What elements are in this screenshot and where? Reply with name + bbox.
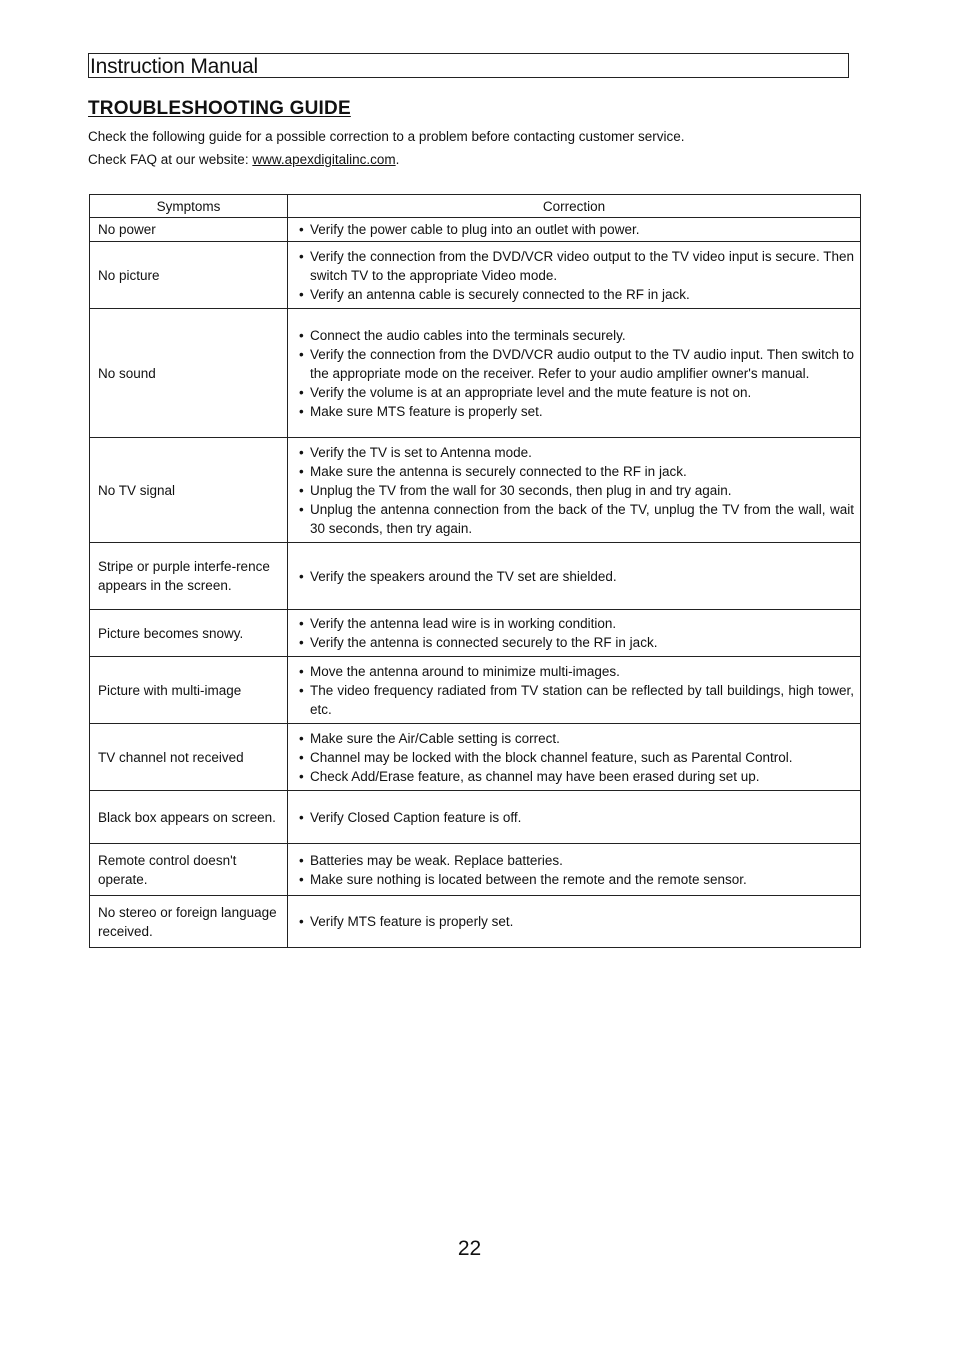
correction-item: • Make sure MTS feature is properly set. [299,402,854,421]
correction-item: • The video frequency radiated from TV station can be reflected by tall buildings, high tower, etc. [299,681,854,719]
table-header-row [90,195,861,218]
symptom-cell: No picture [90,242,288,309]
table-row [90,218,861,242]
symptom-cell: No sound [90,309,288,438]
correction-item: • Verify the TV is set to Antenna mode. [299,443,854,462]
correction-item: • Batteries may be weak. Replace batteries. [299,851,854,870]
correction-item: • Verify MTS feature is properly set. [299,912,854,931]
symptom-cell: No power [90,218,288,242]
correction-cell [288,309,861,438]
correction-item: • Check Add/Erase feature, as channel may have been erased during set up. [299,767,854,786]
correction-item: • Unplug the TV from the wall for 30 seconds, then plug in and try again. [299,481,854,500]
correction-item: • Move the antenna around to minimize multi-images. [299,662,854,681]
table-row [90,610,861,657]
troubleshooting-table [89,194,861,948]
correction-item: • Verify the power cable to plug into an outlet with power. [299,220,854,239]
correction-cell [288,438,861,543]
faq-prefix: Check FAQ at our website: [88,152,253,167]
page-number: 22 [457,1237,482,1260]
symptom-cell: Picture with multi-image [90,657,288,724]
section-title: TROUBLESHOOTING GUIDE [88,98,351,119]
correction-cell [288,896,861,948]
correction-item: • Unplug the antenna connection from the back of the TV, unplug the TV from the wall, wait 30 seconds, then try again. [299,500,854,538]
intro-text: Check the following guide for a possible correction to a problem before contacting customer service. [88,129,685,144]
correction-item: • Channel may be locked with the block channel feature, such as Parental Control. [299,748,854,767]
correction-item: • Make sure the antenna is securely connected to the RF in jack. [299,462,854,481]
symptoms-header: Symptoms [90,195,288,218]
correction-item: • Verify the connection from the DVD/VCR video output to the TV video input is secure. Then switch TV to the appropriate Video mode. [299,247,854,285]
correction-cell [288,543,861,610]
correction-item: • Verify the antenna lead wire is in working condition. [299,614,854,633]
correction-item: • Verify Closed Caption feature is off. [299,808,854,827]
symptom-cell: Black box appears on screen. [90,791,288,844]
table-row [90,896,861,948]
table-row [90,724,861,791]
correction-cell [288,657,861,724]
symptom-cell: Picture becomes snowy. [90,610,288,657]
correction-item: • Connect the audio cables into the terminals securely. [299,326,854,345]
manual-header [88,53,849,78]
faq-text [88,152,399,168]
symptom-cell: No stereo or foreign language received. [90,896,288,948]
correction-header: Correction [288,195,861,218]
symptom-cell: Stripe or purple interfe-rence appears in the screen. [90,543,288,610]
table-row [90,242,861,309]
correction-cell [288,724,861,791]
correction-item: • Make sure the Air/Cable setting is correct. [299,729,854,748]
correction-item: • Verify an antenna cable is securely connected to the RF in jack. [299,285,854,304]
symptom-cell: TV channel not received [90,724,288,791]
correction-cell [288,791,861,844]
table-row [90,543,861,610]
table-row [90,844,861,896]
symptom-cell: Remote control doesn't operate. [90,844,288,896]
correction-item: • Make sure nothing is located between the remote and the remote sensor. [299,870,854,889]
website-link[interactable]: www.apexdigitalinc.com [252,152,396,167]
correction-cell [288,218,861,242]
faq-suffix: . [395,152,400,167]
manual-title: Instruction Manual [90,55,258,78]
correction-cell [288,242,861,309]
correction-cell [288,610,861,657]
correction-item: • Verify the antenna is connected securely to the RF in jack. [299,633,854,652]
correction-cell [288,844,861,896]
table-row [90,657,861,724]
table-row [90,438,861,543]
table-row [90,309,861,438]
symptom-cell: No TV signal [90,438,288,543]
correction-item: • Verify the speakers around the TV set are shielded. [299,567,854,586]
table-row [90,791,861,844]
correction-item: • Verify the volume is at an appropriate level and the mute feature is not on. [299,383,854,402]
correction-item: • Verify the connection from the DVD/VCR audio output to the TV audio input. Then switch to the appropriate mode on the receiver. Refer to your audio amplifier owner's manual. [299,345,854,383]
